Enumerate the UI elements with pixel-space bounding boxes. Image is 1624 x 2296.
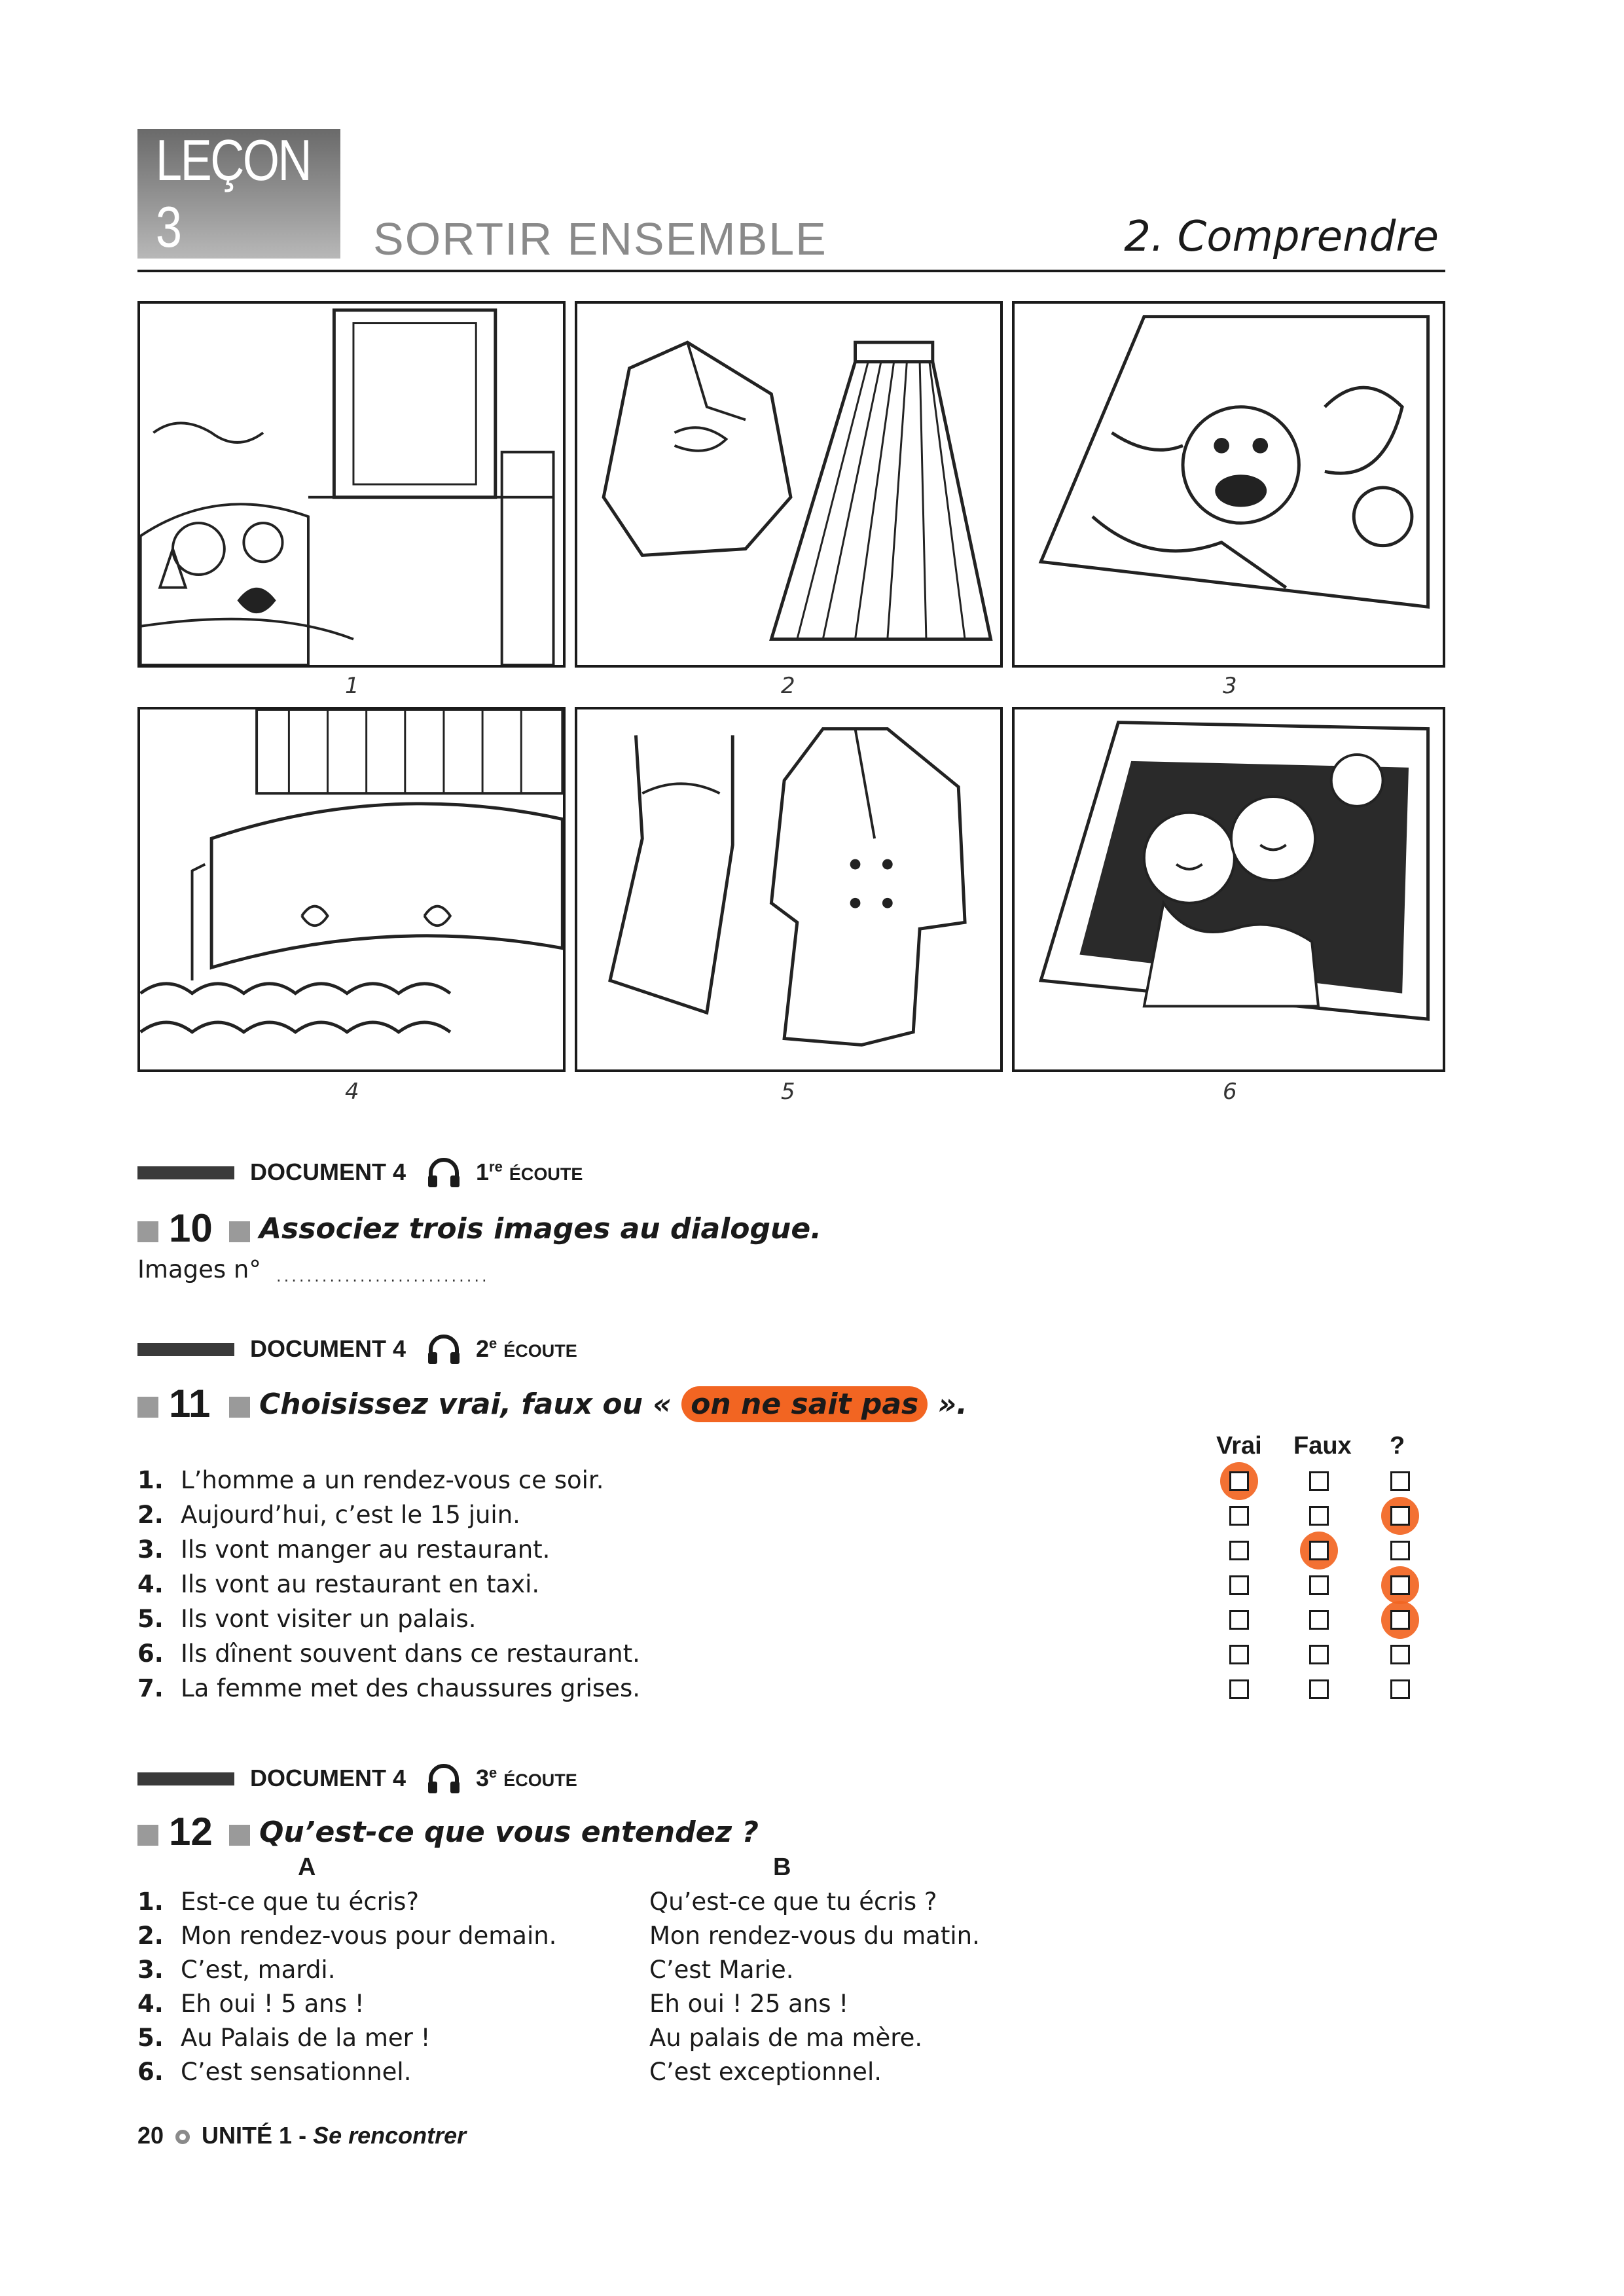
answer-checkbox[interactable] (1229, 1679, 1249, 1699)
answer-checkbox[interactable] (1309, 1541, 1329, 1560)
page-number: 20 (137, 2122, 164, 2149)
statement-text: Aujourd’hui, c’est le 15 juin. (181, 1501, 520, 1529)
exercise-marker (137, 1397, 158, 1418)
statement-row (137, 1501, 520, 1529)
headphones-icon (425, 1157, 462, 1191)
ecoute-number: 1 (476, 1158, 490, 1185)
exercise-marker (229, 1825, 250, 1846)
image-number: 2 (781, 673, 795, 699)
ecoute-word: ÉCOUTE (503, 1341, 577, 1361)
statement-number: 3. (137, 1535, 164, 1564)
unit-title: Se rencontrer (313, 2122, 467, 2149)
statement-number: 2. (137, 1501, 164, 1529)
ecoute-suffix: e (489, 1335, 497, 1352)
headphones-icon (425, 1763, 462, 1797)
pair-number: 5. (137, 2024, 164, 2052)
exercise-marker (137, 1221, 158, 1242)
exercise-title-text: Choisissez vrai, faux ou « (259, 1388, 672, 1421)
column-b-header: B (773, 1854, 791, 1881)
option-a-row (137, 1956, 335, 1984)
option-b-text: C’est Marie. (649, 1956, 794, 1984)
exercise-number: 11 (169, 1382, 211, 1426)
column-a-header: A (298, 1854, 316, 1881)
ecoute-label (476, 1158, 583, 1186)
ecoute-label (476, 1765, 577, 1792)
answer-checkbox[interactable] (1390, 1575, 1410, 1595)
option-a-text: C’est sensationnel. (181, 2058, 412, 2086)
statement-row (137, 1640, 640, 1668)
option-a-text: Mon rendez-vous pour demain. (181, 1922, 557, 1950)
option-a-row (137, 1990, 365, 2018)
exercise-marker (229, 1397, 250, 1418)
answer-checkbox[interactable] (1390, 1471, 1410, 1491)
statement-row (137, 1535, 550, 1564)
page-footer (137, 2122, 466, 2149)
theatre-stage-icon (140, 709, 563, 1069)
jacket-and-skirt-icon (577, 304, 1000, 665)
statement-row (137, 1605, 477, 1633)
image-panel-5 (575, 707, 1003, 1072)
answer-checkbox[interactable] (1390, 1610, 1410, 1630)
ecoute-suffix: re (489, 1158, 503, 1175)
option-a-row (137, 2058, 411, 2086)
document-label: DOCUMENT 4 (250, 1765, 406, 1791)
restaurant-scene-icon (140, 304, 563, 665)
statement-number: 6. (137, 1640, 164, 1668)
ecoute-word: ÉCOUTE (509, 1164, 583, 1184)
option-a-row (137, 1888, 419, 1916)
statement-text: L’homme a un rendez-vous ce soir. (181, 1466, 604, 1494)
answer-checkbox[interactable] (1309, 1645, 1329, 1664)
image-number: 5 (781, 1079, 795, 1105)
statement-number: 4. (137, 1570, 164, 1598)
pair-number: 3. (137, 1956, 164, 1984)
images-answer-field[interactable]: ............................ (276, 1267, 490, 1285)
answer-checkbox[interactable] (1309, 1506, 1329, 1526)
image-panel-6 (1012, 707, 1445, 1072)
answer-checkbox[interactable] (1229, 1575, 1249, 1595)
ecoute-number: 3 (476, 1765, 490, 1791)
pair-number: 1. (137, 1888, 164, 1916)
document-label: DOCUMENT 4 (250, 1158, 406, 1185)
statement-row (137, 1570, 539, 1598)
statement-number: 7. (137, 1674, 164, 1702)
answer-checkbox[interactable] (1309, 1575, 1329, 1595)
option-a-row (137, 1922, 556, 1950)
ecoute-number: 2 (476, 1335, 490, 1362)
option-a-row (137, 2024, 430, 2052)
document-label: DOCUMENT 4 (250, 1335, 406, 1362)
statement-number: 5. (137, 1605, 164, 1633)
header-rule (137, 270, 1445, 272)
answer-checkbox[interactable] (1229, 1471, 1249, 1491)
answer-checkbox[interactable] (1390, 1645, 1410, 1664)
image-number: 4 (345, 1079, 359, 1105)
pair-number: 6. (137, 2058, 164, 2086)
column-unknown: ? (1390, 1432, 1405, 1460)
column-vrai: Vrai (1216, 1432, 1262, 1460)
document-bar (137, 1166, 234, 1179)
pair-number: 2. (137, 1922, 164, 1950)
answer-checkbox[interactable] (1390, 1541, 1410, 1560)
answer-checkbox[interactable] (1390, 1679, 1410, 1699)
exercise-marker (137, 1825, 158, 1846)
option-b-text: Eh oui ! 25 ans ! (649, 1990, 849, 2018)
answer-checkbox[interactable] (1309, 1610, 1329, 1630)
image-panel-2 (575, 301, 1003, 668)
headphones-icon (425, 1334, 462, 1368)
exercise-title-end: ». (937, 1388, 967, 1421)
ecoute-suffix: e (489, 1765, 497, 1781)
section-title: 2. Comprendre (1124, 213, 1439, 261)
statement-text: Ils vont manger au restaurant. (181, 1535, 550, 1564)
image-number: 1 (345, 673, 359, 699)
answer-checkbox[interactable] (1229, 1541, 1249, 1560)
option-a-text: Eh oui ! 5 ans ! (181, 1990, 365, 2018)
answer-checkbox[interactable] (1309, 1471, 1329, 1491)
option-a-text: Au Palais de la mer ! (181, 2024, 431, 2052)
answer-checkbox[interactable] (1229, 1506, 1249, 1526)
lecon-badge (137, 129, 340, 259)
image-number: 3 (1223, 673, 1237, 699)
exercise-title: Qu’est-ce que vous entendez ? (259, 1816, 759, 1849)
lesson-title: SORTIR ENSEMBLE (373, 213, 827, 264)
pair-number: 4. (137, 1990, 164, 2018)
option-a-text: C’est, mardi. (181, 1956, 336, 1984)
highlighted-option: on ne sait pas (681, 1386, 928, 1422)
ecoute-word: ÉCOUTE (503, 1770, 577, 1790)
exercise-title (259, 1388, 967, 1421)
statement-text: Ils vont visiter un palais. (181, 1605, 477, 1633)
exercise-number: 10 (169, 1206, 213, 1250)
images-answer-label: Images n° (137, 1255, 261, 1283)
option-b-text: Mon rendez-vous du matin. (649, 1922, 980, 1950)
image-panel-1 (137, 301, 566, 668)
statement-number: 1. (137, 1466, 164, 1494)
statement-text: Ils vont au restaurant en taxi. (181, 1570, 540, 1598)
ecoute-label (476, 1335, 577, 1363)
answer-checkbox[interactable] (1229, 1610, 1249, 1630)
answer-checkbox[interactable] (1309, 1679, 1329, 1699)
couple-in-taxi-icon (1015, 709, 1443, 1069)
circle-bullet-icon (175, 2130, 190, 2144)
exercise-number: 12 (169, 1810, 213, 1854)
option-b-text: Au palais de ma mère. (649, 2024, 923, 2052)
image-panel-4 (137, 707, 566, 1072)
dress-and-suit-icon (577, 709, 1000, 1069)
statement-row (137, 1466, 604, 1494)
answer-checkbox[interactable] (1390, 1506, 1410, 1526)
document-bar (137, 1343, 234, 1356)
statement-row (137, 1674, 640, 1702)
laughing-audience-icon (1015, 304, 1443, 665)
lecon-label: LEÇON 3 (155, 128, 311, 259)
image-panel-3 (1012, 301, 1445, 668)
image-number: 6 (1223, 1079, 1237, 1105)
document-bar (137, 1772, 234, 1785)
column-faux: Faux (1293, 1432, 1352, 1460)
answer-checkbox[interactable] (1229, 1645, 1249, 1664)
option-a-text: Est-ce que tu écris? (181, 1888, 420, 1916)
statement-text: Ils dînent souvent dans ce restaurant. (181, 1640, 640, 1668)
unit-label: UNITÉ 1 - (202, 2122, 307, 2149)
option-b-text: C’est exceptionnel. (649, 2058, 882, 2086)
exercise-marker (229, 1221, 250, 1242)
option-b-text: Qu’est-ce que tu écris ? (649, 1888, 937, 1916)
statement-text: La femme met des chaussures grises. (181, 1674, 640, 1702)
exercise-title: Associez trois images au dialogue. (259, 1212, 821, 1246)
